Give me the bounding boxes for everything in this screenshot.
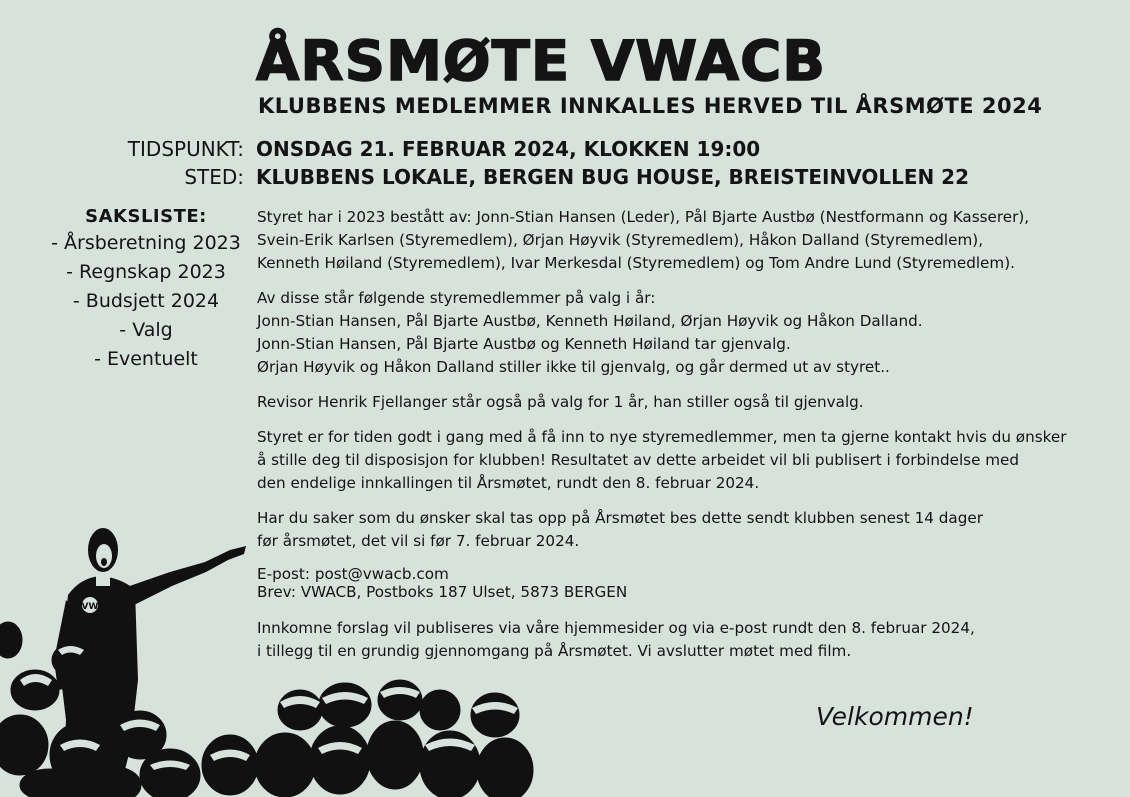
agenda-title: SAKSLISTE: (85, 206, 207, 227)
page-subtitle: KLUBBENS MEDLEMMER INNKALLES HERVED TIL ÅRSMØTE 2024 (258, 94, 1043, 118)
agenda-item: - Budsjett 2024 (72, 290, 220, 312)
speaker-crowd-illustration (0, 520, 540, 797)
agenda-item: - Eventuelt (94, 348, 198, 370)
time-label: TIDSPUNKT: (127, 137, 244, 161)
agenda-item: - Årsberetning 2023 (51, 232, 241, 254)
page-title: ÅRSMØTE VWACB (256, 29, 827, 93)
election-paragraph: Av disse står følgende styremedlemmer på valg i år: Jonn-Stian Hansen, Pål Bjarte Austbø, Kenneth Høiland, Ørjan Høyvik og Håkon Dalland. Jonn-Stian Hansen, Pål Bjarte Austbø og Kenneth Høiland tar gjenvalg. Ørjan Høyvik og Håkon Dalland stiller ikke til gjenvalg, og går dermed ut av styret.. (257, 289, 923, 376)
place-value: KLUBBENS LOKALE, BERGEN BUG HOUSE, BREISTEINVOLLEN 22 (256, 165, 970, 189)
agenda-item: - Valg (119, 319, 173, 341)
welcome-text: Velkommen! (816, 702, 974, 731)
new-members-paragraph: Styret er for tiden godt i gang med å få inn to nye styremedlemmer, men ta gjerne kontakt hvis du ønsker å stille deg til disposisjon for klubben! Resultatet av dette arbeidet vil bli publisert i forbindelse med den endelige innkallingen til Årsmøtet, rundt den 8. februar 2024. (257, 428, 1067, 492)
place-label: STED: (184, 165, 244, 189)
time-value: ONSDAG 21. FEBRUAR 2024, KLOKKEN 19:00 (256, 137, 761, 161)
auditor-paragraph: Revisor Henrik Fjellanger står også på valg for 1 år, han stiller også til gjenvalg. (257, 393, 864, 411)
proposals-paragraph: Har du saker som du ønsker skal tas opp på Årsmøtet bes dette sendt klubben senest 14 dager før årsmøtet, det vil si før 7. februar 2024. (257, 509, 983, 550)
agenda (30, 205, 262, 374)
publication-paragraph: Innkomne forslag vil publiseres via våre hjemmesider og via e-post rundt den 8. februar 2024, i tillegg til en grundig gjennomgang på Årsmøtet. Vi avslutter møtet med film. (257, 619, 975, 660)
agenda-item: - Regnskap 2023 (66, 261, 226, 283)
board-members-paragraph: Styret har i 2023 bestått av: Jonn-Stian Hansen (Leder), Pål Bjarte Austbø (Nestformann og Kasserer), Svein-Erik Karlsen (Styremedlem), Ørjan Høyvik (Styremedlem), Håkon Dalland (Styremedlem), Kenneth Høiland (Styremedlem), Ivar Merkesdal (Styremedlem) og Tom Andre Lund (Styremedlem). (257, 208, 1030, 272)
contact-info: E-post: post@vwacb.com Brev: VWACB, Postboks 187 Ulset, 5873 BERGEN (257, 565, 628, 601)
svg-text:VW: VW (81, 602, 99, 612)
